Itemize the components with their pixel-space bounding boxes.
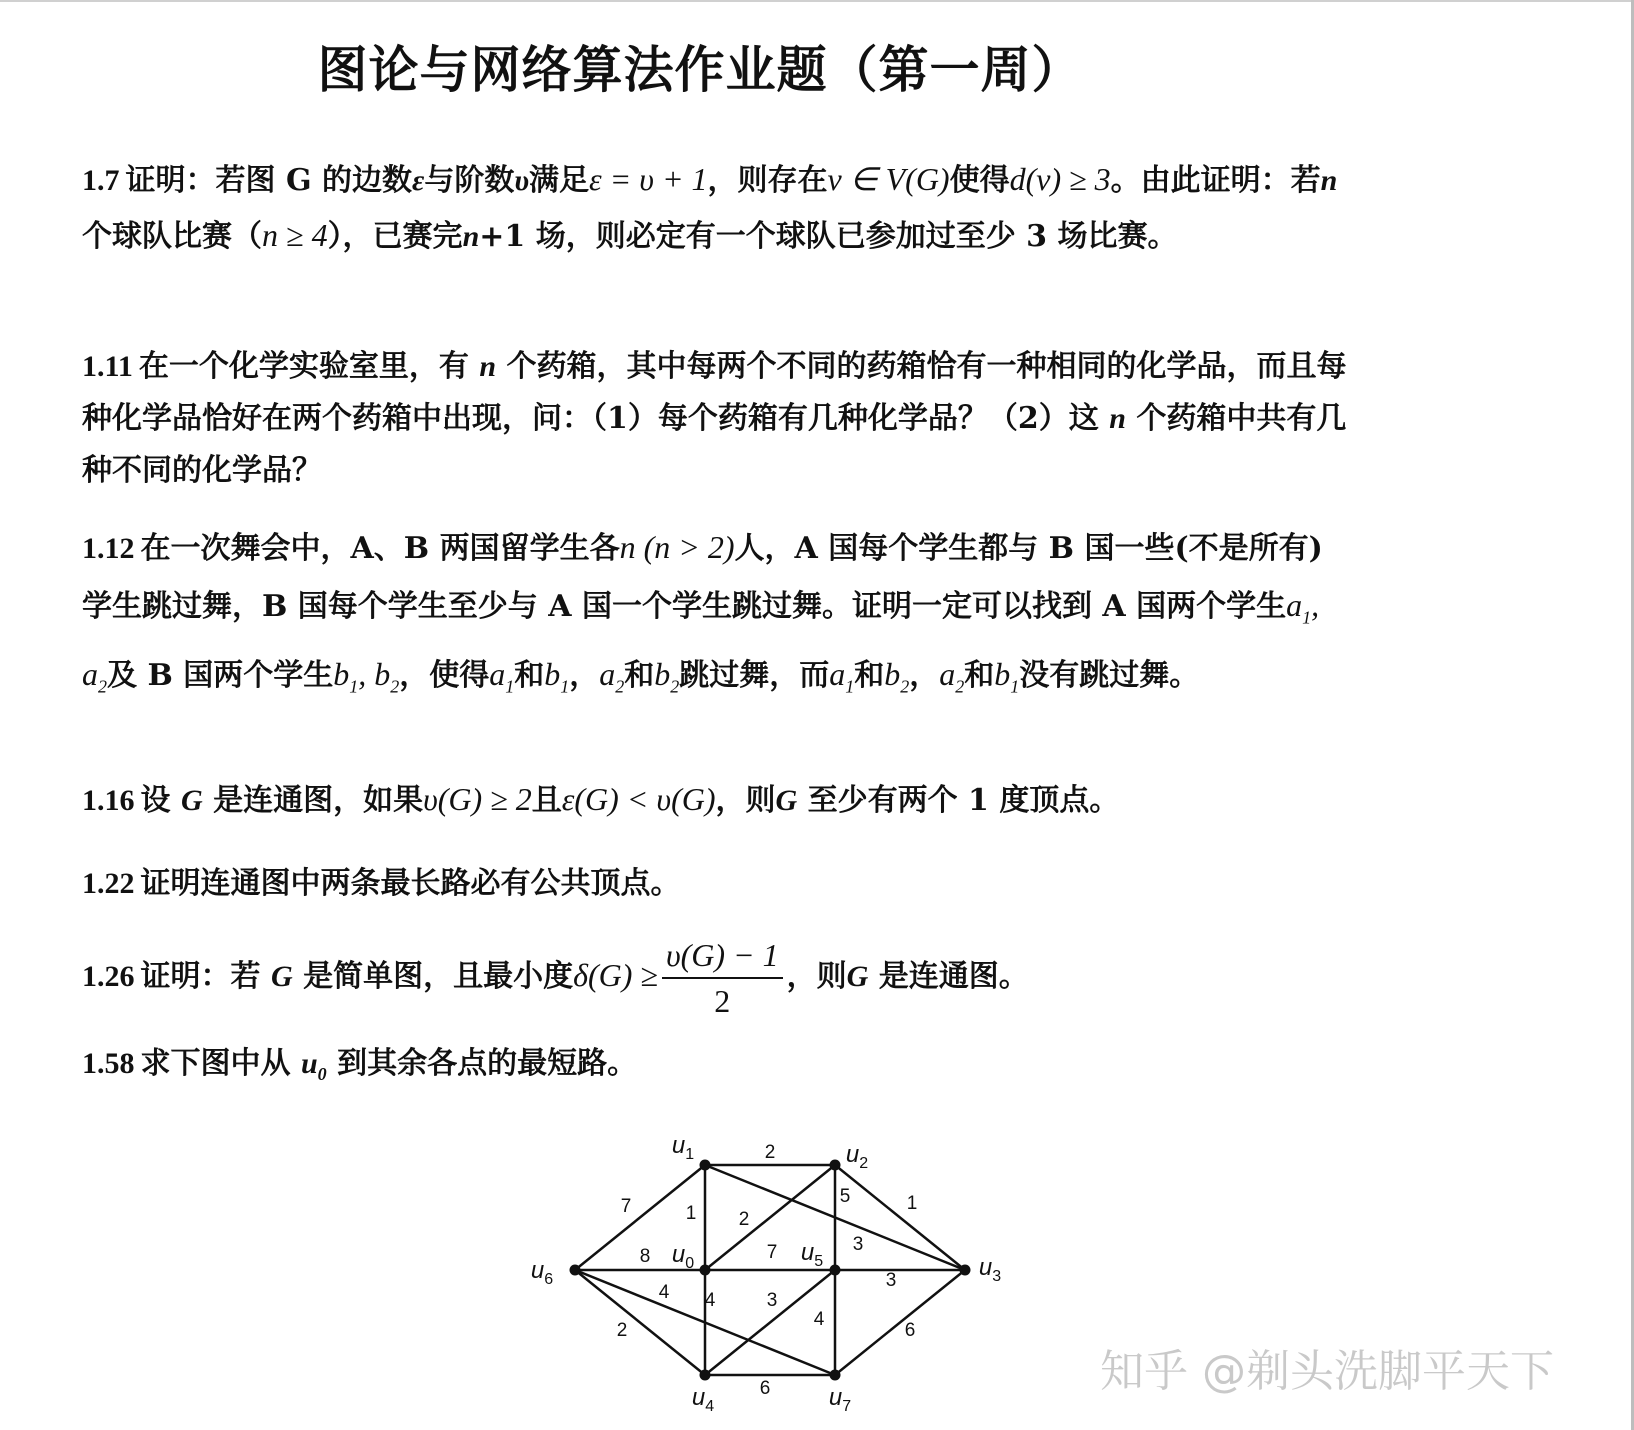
problem-text: 及 B 国两个学生 <box>107 658 334 694</box>
problem-text: 在一次舞会中，A、B 两国留学生各 <box>140 531 620 566</box>
edge-u6-u4 <box>575 1270 705 1375</box>
problem-text: 证明：若图 <box>125 163 276 198</box>
problem-text: ，则 <box>786 959 847 994</box>
math-b1: $b_1$ <box>544 656 570 697</box>
edge-weight-u0-u5: 7 <box>766 1242 778 1263</box>
vertex-u2 <box>830 1160 841 1171</box>
problem-text: 的边数 <box>322 163 413 198</box>
problem-text: 与阶数 <box>424 163 515 198</box>
problem-number: 1.22 <box>82 867 135 900</box>
math-a1: $a_1$ <box>829 656 855 697</box>
vertex-u5 <box>830 1265 841 1276</box>
math-symbol: n <box>462 220 480 253</box>
problem-text: 使得 <box>949 163 1010 198</box>
problem-text: 和 <box>624 658 655 694</box>
math-symbol: u <box>300 1047 318 1080</box>
edge-weight-u1-u6: 7 <box>620 1196 632 1217</box>
problem-1-11 <box>82 341 1352 497</box>
problem-text: 。由此证明：若 <box>1110 163 1321 198</box>
problem-1-7 <box>82 152 1352 264</box>
problem-1-22 <box>82 857 1352 911</box>
problem-text: G <box>285 163 312 198</box>
math-u0 <box>300 1047 327 1084</box>
page-title: 图论与网络算法作业题（第一周） <box>317 41 1083 99</box>
math-symbol: ε <box>412 164 425 197</box>
separator: ， <box>569 658 600 694</box>
vertex-label-u0: $u_0$ <box>671 1241 695 1272</box>
watermark: 知乎 @剃头洗脚平天下 <box>1100 1346 1554 1397</box>
vertex-label-u4: $u_4$ <box>691 1384 715 1415</box>
vertex-u1 <box>700 1160 711 1171</box>
math-symbol: n <box>1109 402 1126 435</box>
problem-text: 证明：若 <box>140 959 261 994</box>
math-b2: $b_2$ <box>884 656 910 697</box>
edge-weight-u5-u7: 4 <box>813 1309 825 1330</box>
problem-1-58 <box>82 1037 1352 1101</box>
problem-text: 证明连通图中两条最长路必有公共顶点。 <box>140 866 681 901</box>
math-symbol: G <box>775 784 798 817</box>
math-symbol: G <box>270 960 293 993</box>
math-symbol: n <box>479 350 496 383</box>
problem-number: 1.11 <box>82 350 133 383</box>
problem-text: ，则 <box>715 783 776 818</box>
math-b2: $b_2$ <box>654 656 680 697</box>
math-symbol: G <box>846 960 869 993</box>
vertex-u7 <box>830 1370 841 1381</box>
fraction <box>662 933 783 1023</box>
problem-number: 1.12 <box>82 532 135 565</box>
edge-weight-u0-u2: 2 <box>738 1209 750 1230</box>
problem-text: 是连通图，如果 <box>213 783 424 818</box>
vertex-u0 <box>700 1265 711 1276</box>
fraction-numerator: υ(G) − 1 <box>662 933 783 979</box>
edge-weight-u7-u3: 6 <box>904 1320 916 1341</box>
edge-weight-u2-u3: 1 <box>906 1193 918 1214</box>
edge-weight-u1-u0: 1 <box>685 1203 697 1224</box>
vertex-label-u5: $u_5$ <box>800 1239 824 1270</box>
math-formula: n ≥ 4 <box>262 217 328 253</box>
problem-text: 和 <box>514 658 545 694</box>
math-symbol: υ <box>514 164 530 197</box>
separator: ， <box>909 658 940 694</box>
vertex-u4 <box>700 1370 711 1381</box>
math-formula: υ(G) ≥ 2 <box>423 781 532 817</box>
math-formula: v ∈ V(G) <box>827 161 950 197</box>
problem-text: 到其余各点的最短路。 <box>337 1046 638 1081</box>
math-formula: δ(G) ≥ <box>573 957 658 993</box>
fraction-denominator: 2 <box>714 983 731 1019</box>
edge-weight-u5-u3: 3 <box>885 1270 897 1291</box>
problem-text: ），已赛完 <box>327 219 463 254</box>
problem-text: 人，A 国每个学生都与 B 国一些(不是所有)学生跳过舞，B 国每个学生至少与 A 国一个学生跳过舞。证明一定可以找到 A 国两个学生 <box>82 531 1323 624</box>
problem-number: 1.7 <box>82 164 120 197</box>
edge-weight-u6-u0: 8 <box>639 1246 651 1267</box>
problem-number: 1.58 <box>82 1047 135 1080</box>
weighted-graph-diagram <box>500 1120 1020 1420</box>
vertex-label-u1: $u_1$ <box>671 1132 695 1163</box>
edge-weight-u0-u4: 4 <box>704 1290 716 1311</box>
edge-weight-u4-u7: 6 <box>759 1378 771 1399</box>
edge-weight-u1-u2: 2 <box>764 1142 776 1163</box>
problem-text: 跳过舞，而 <box>679 658 830 694</box>
problem-text: 求下图中从 <box>140 1046 291 1081</box>
problem-text: 设 <box>140 783 171 818</box>
edge-u7-u3 <box>835 1270 965 1375</box>
problem-text: 个药箱，其中每两个不同的药箱恰有一种相同的化学品，而且每种化学品恰好在两个药箱中出现，问：（1）每个药箱有几种化学品？（2）这 <box>82 349 1347 436</box>
problem-text: 和 <box>964 658 995 694</box>
edge-weight-u6-u7: 4 <box>658 1282 670 1303</box>
math-symbol: n <box>1320 164 1338 197</box>
problem-text: 没有跳过舞。 <box>1019 658 1200 694</box>
vertex-label-u3: $u_3$ <box>978 1254 1002 1285</box>
edge-weight-u1-u3: 3 <box>852 1234 864 1255</box>
problem-1-16 <box>82 772 1352 828</box>
math-b1-b2: $b_1$, $b_2$ <box>333 656 400 697</box>
edge-weight-u4-u5: 3 <box>766 1290 778 1311</box>
vertex-label-u7: $u_7$ <box>828 1384 852 1415</box>
math-a2: $a_2$ <box>599 656 625 697</box>
problem-text: 是简单图，且最小度 <box>303 959 574 994</box>
math-a1: $a_1$ <box>489 656 515 697</box>
problem-text: 是连通图。 <box>878 959 1029 994</box>
problem-text: 在一个化学实验室里，有 <box>138 349 469 384</box>
problem-1-26 <box>82 930 1352 1023</box>
problem-text: 和 <box>854 658 885 694</box>
vertex-u3 <box>960 1265 971 1276</box>
math-b1: $b_1$ <box>994 656 1020 697</box>
problem-number: 1.26 <box>82 960 135 993</box>
problem-text: 且 <box>531 783 562 818</box>
math-formula: d(v) ≥ 3 <box>1009 161 1111 197</box>
edge-weight-u2-u5: 5 <box>839 1186 851 1207</box>
problem-text: 至少有两个 1 度顶点。 <box>807 783 1120 818</box>
math-subscript: 0 <box>317 1064 327 1084</box>
problem-text: ，使得 <box>399 658 490 694</box>
math-formula: ε(G) < υ(G) <box>561 781 716 817</box>
math-formula: n (n > 2) <box>619 529 735 565</box>
problem-1-12 <box>82 519 1352 716</box>
math-a1-a2: $a_1$, $a_2$ <box>82 587 1320 697</box>
problem-text: +1 场，则必定有一个球队已参加过至少 3 场比赛。 <box>479 219 1178 254</box>
vertex-u6 <box>570 1265 581 1276</box>
problem-text: 个药箱中共有几种不同的化学品？ <box>82 401 1347 488</box>
problem-text: 个球队比赛（ <box>82 219 262 254</box>
edge-weight-u6-u4: 2 <box>616 1320 628 1341</box>
math-symbol: G <box>180 784 203 817</box>
page-top-border <box>0 0 1634 2</box>
vertex-label-u2: $u_2$ <box>845 1141 869 1172</box>
math-formula: ε = υ + 1 <box>589 161 708 197</box>
problem-text: 满足 <box>529 163 590 198</box>
vertex-label-u6: $u_6$ <box>530 1257 554 1288</box>
problem-text: ，则存在 <box>707 163 828 198</box>
problem-number: 1.16 <box>82 784 135 817</box>
math-a2: $a_2$ <box>939 656 965 697</box>
